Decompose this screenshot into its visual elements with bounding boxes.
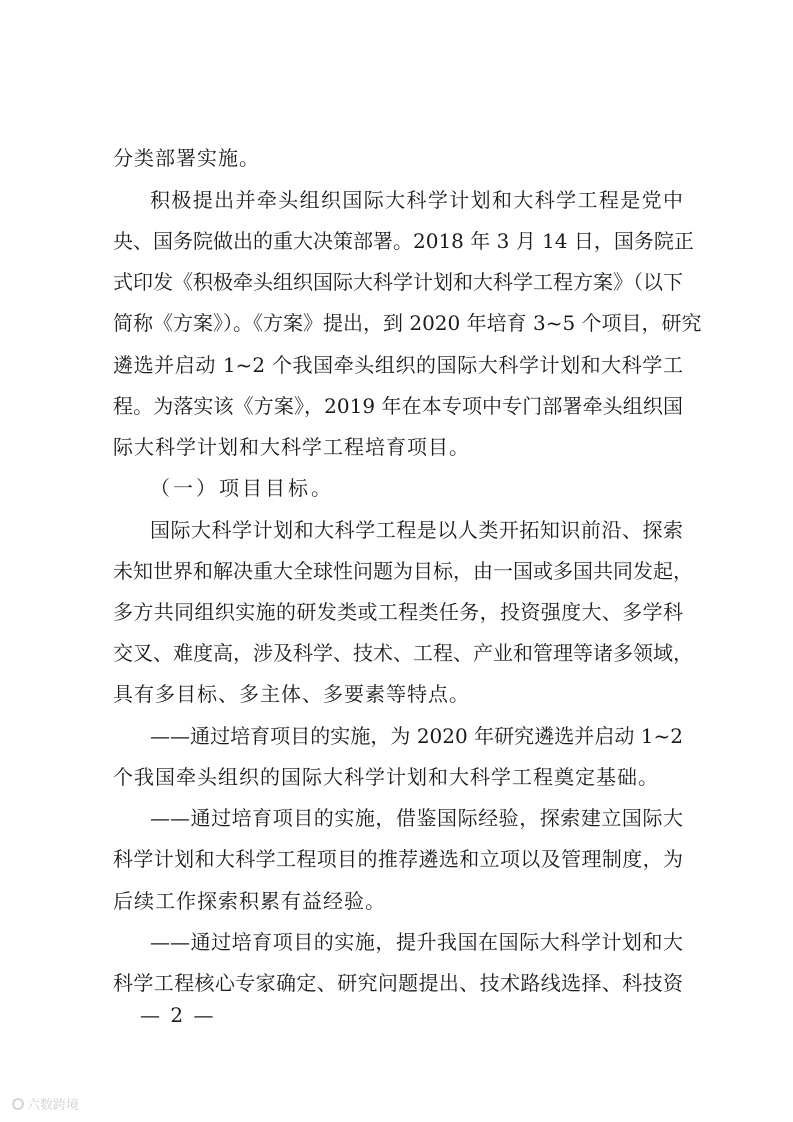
text-line: 央、国务院做出的重大决策部署。2018 年 3 月 14 日，国务院正 — [113, 229, 694, 253]
text-line: 简称《方案》）。《方案》提出，到 2020 年培育 3~5 个项目，研究 — [113, 311, 702, 335]
text-line: 式印发《积极牵头组织国际大科学计划和大科学工程方案》（以下 — [113, 270, 683, 294]
text-line: 具有多目标、多主体、多要素等特点。 — [113, 682, 470, 706]
text-line: 遴选并启动 1~2 个我国牵头组织的国际大科学计划和大科学工 — [113, 353, 683, 377]
text-line: 积极提出并牵头组织国际大科学计划和大科学工程是党中 — [150, 188, 683, 212]
text-line: ——通过培育项目的实施，借鉴国际经验，探索建立国际大 — [150, 806, 683, 830]
watermark — [12, 1094, 79, 1113]
text-line: 科学工程核心专家确定、研究问题提出、技术路线选择、科技资 — [113, 971, 683, 995]
text-line: ——通过培育项目的实施，提升我国在国际大科学计划和大 — [150, 930, 683, 954]
text-line: 国际大科学计划和大科学工程是以人类开拓知识前沿、探索 — [150, 518, 683, 542]
text-line: ——通过培育项目的实施，为 2020 年研究遴选并启动 1~2 — [150, 724, 683, 748]
text-line: 交叉、难度高，涉及科学、技术、工程、产业和管理等诸多领域， — [113, 641, 693, 665]
text-line: 多方共同组织实施的研发类或工程类任务，投资强度大、多学科 — [113, 600, 683, 624]
page-number: — 2 — — [140, 1003, 216, 1027]
section-heading: （一）项目目标。 — [150, 476, 334, 500]
text-line: 个我国牵头组织的国际大科学计划和大科学工程奠定基础。 — [113, 765, 659, 789]
text-line: 未知世界和解决重大全球性问题为目标，由一国或多国共同发起， — [113, 559, 693, 583]
text-line: 际大科学计划和大科学工程培育项目。 — [113, 435, 470, 459]
text-line: 程。为落实该《方案》，2019 年在本专项中专门部署牵头组织国 — [113, 394, 683, 418]
text-line: 后续工作探索积累有益经验。 — [113, 889, 386, 913]
watermark-text: 六数跨境 — [27, 1098, 80, 1113]
text-line: 科学计划和大科学工程项目的推荐遴选和立项以及管理制度，为 — [113, 847, 683, 871]
watermark-logo-icon — [12, 1098, 24, 1110]
text-line: 分类部署实施。 — [113, 146, 260, 170]
